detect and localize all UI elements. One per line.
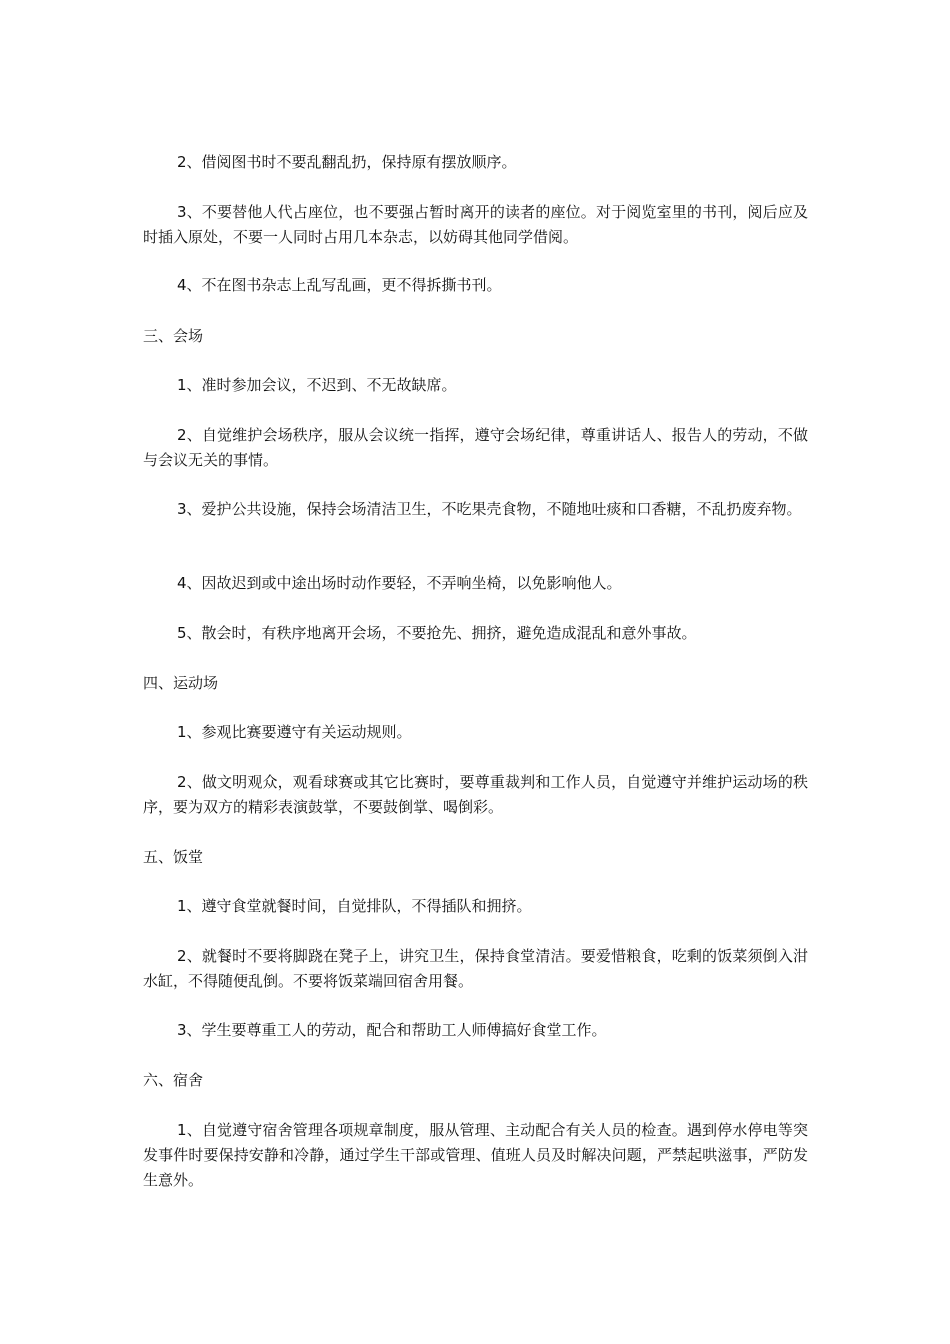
paragraph-canteen-1: 1、遵守食堂就餐时间，自觉排队，不得插队和拥挤。 [177,897,532,915]
paragraph-sports-2: 2、做文明观众，观看球赛或其它比赛时，要尊重裁判和工作人员，自觉遵守并维护运动场的秩序，要为双方的精彩表演鼓掌，不要鼓倒掌、喝倒彩。 [143,773,808,816]
section-heading-dormitory: 六、宿舍 [143,1071,204,1089]
paragraph-meeting-5: 5、散会时，有秩序地离开会场，不要抢先、拥挤，避免造成混乱和意外事故。 [177,624,697,642]
section-heading-sports: 四、运动场 [143,674,219,692]
paragraph-dormitory-1: 1、自觉遵守宿舍管理各项规章制度，服从管理、主动配合有关人员的检查。遇到停水停电等突发事件时要保持安静和冷静，通过学生干部或管理、值班人员及时解决问题，严禁起哄滋事，严防发生意外。 [143,1121,808,1189]
section-heading-meeting: 三、会场 [143,327,204,345]
paragraph-library-2: 2、借阅图书时不要乱翻乱扔，保持原有摆放顺序。 [177,153,517,171]
paragraph-meeting-2: 2、自觉维护会场秩序，服从会议统一指挥，遵守会场纪律，尊重讲话人、报告人的劳动，不做与会议无关的事情。 [143,426,808,469]
paragraph-meeting-4: 4、因故迟到或中途出场时动作要轻，不弄响坐椅，以免影响他人。 [177,574,622,592]
section-heading-canteen: 五、饭堂 [143,848,204,866]
paragraph-canteen-3: 3、学生要尊重工人的劳动，配合和帮助工人师傅搞好食堂工作。 [177,1021,607,1039]
paragraph-meeting-1: 1、准时参加会议，不迟到、不无故缺席。 [177,376,457,394]
paragraph-canteen-2: 2、就餐时不要将脚跷在凳子上，讲究卫生，保持食堂清洁。要爱惜粮食，吃剩的饭菜须倒入泔水缸，不得随便乱倒。不要将饭菜端回宿舍用餐。 [143,947,808,990]
paragraph-meeting-3: 3、爱护公共设施，保持会场清洁卫生，不吃果壳食物，不随地吐痰和口香糖，不乱扔废弃物。 [177,500,802,518]
paragraph-library-4: 4、不在图书杂志上乱写乱画，更不得拆撕书刊。 [177,276,502,294]
paragraph-library-3: 3、不要替他人代占座位，也不要强占暂时离开的读者的座位。对于阅览室里的书刊，阅后应及时插入原处，不要一人同时占用几本杂志，以妨碍其他同学借阅。 [143,203,808,246]
paragraph-sports-1: 1、参观比赛要遵守有关运动规则。 [177,723,412,741]
